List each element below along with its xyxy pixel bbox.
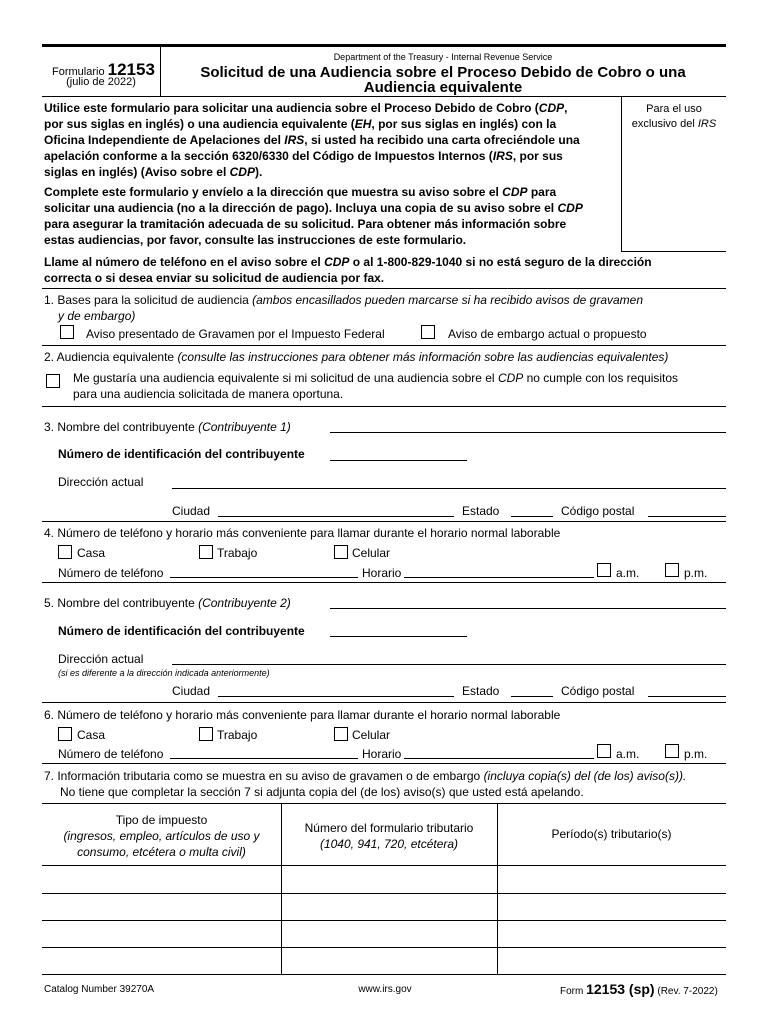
form-date: (julio de 2022) [66, 76, 136, 88]
top-rule [42, 44, 726, 47]
intro-paragraph-1: Utilice este formulario para solicitar una audiencia sobre el Proceso Debido de Cobro (CDP, por sus siglas en inglés) o una audiencia equivalente (EH, por sus siglas en inglés) con la Oficina Independiente de Apelaciones del IRS, si usted ha recibido una carta ofreciéndole una apelación conforme a la sección 6320/6330 del Código de Impuestos Internos (IRS, por sus siglas en inglés) (Aviso sobre el CDP). [44, 101, 580, 179]
levy-notice-label: Aviso de embargo actual o propuesto [448, 327, 647, 341]
taxpayer1-phone-field[interactable] [170, 577, 358, 578]
irs-use-box: Para el uso exclusivo del IRS [631, 103, 717, 130]
table-bottom-rule [42, 974, 726, 975]
form-label: Formulario 12153 [52, 60, 155, 79]
form-title-line2: Audiencia equivalente [363, 79, 523, 96]
taxpayer2-home-label: Casa [77, 728, 106, 742]
taxpayer1-pm-checkbox[interactable] [665, 563, 679, 577]
taxpayer2-city-field[interactable] [218, 696, 454, 697]
taxpayer2-work-label: Trabajo [217, 728, 258, 742]
rule-before-s4 [42, 521, 726, 522]
taxpayer1-home-label: Casa [77, 546, 106, 560]
taxpayer2-address-field[interactable] [172, 664, 726, 665]
taxpayer1-phone-label: Número de teléfono [58, 566, 164, 580]
taxpayer1-state-field[interactable] [511, 516, 553, 517]
lien-notice-label: Aviso presentado de Gravamen por el Impuesto Federal [86, 327, 385, 341]
rule-before-s1 [42, 288, 726, 289]
table-top-rule [42, 803, 726, 804]
form-number: 12153 [107, 60, 155, 79]
irs-box-bottom [621, 251, 726, 252]
call-instructions: Llame al número de teléfono en el aviso sobre el CDP o al 1-800-829-1040 si no está seguro de la dirección correcta o si desea enviar su solicitud de audiencia por fax. [44, 255, 652, 285]
section-4-label: 4. Número de teléfono y horario más conveniente para llamar durante el horario normal laborable [44, 526, 561, 540]
taxpayer2-cell-checkbox[interactable] [334, 727, 348, 741]
rule-before-s7 [42, 763, 726, 764]
header-bottom-rule [42, 96, 726, 97]
taxpayer2-work-checkbox[interactable] [199, 727, 213, 741]
section-5-label: 5. Nombre del contribuyente (Contribuyente 2) [44, 596, 291, 610]
taxpayer2-phone-field[interactable] [170, 758, 358, 759]
section-2-label: 2. Audiencia equivalente (consulte las instrucciones para obtener más información sobre las audiencias equivalentes) [44, 350, 669, 364]
taxpayer2-name-field[interactable] [330, 608, 726, 609]
section-3-label: 3. Nombre del contribuyente (Contribuyente 1) [44, 420, 291, 434]
catalog-number: Catalog Number 39270A [44, 984, 155, 995]
taxpayer1-work-label: Trabajo [217, 546, 258, 560]
taxpayer2-time-field[interactable] [404, 758, 594, 759]
taxpayer1-pm-label: p.m. [684, 566, 708, 580]
taxpayer2-pm-checkbox[interactable] [665, 744, 679, 758]
taxpayer2-address-label: Dirección actual [58, 652, 144, 666]
taxpayer1-city-field[interactable] [218, 516, 454, 517]
taxpayer1-zip-label: Código postal [561, 504, 635, 518]
section-6-label: 6. Número de teléfono y horario más conveniente para llamar durante el horario normal laborable [44, 708, 561, 722]
lien-notice-checkbox[interactable] [60, 325, 74, 339]
intro-paragraph-2: Complete este formulario y envíelo a la dirección que muestra su aviso sobre el CDP para solicitar una audiencia (no a la dirección de pago). Incluya una copia de su aviso sobre el CDP para asegurar la tramitación adecuada de su solicitud. Para obtener más información sobre estas audiencias, por favor, consulte las instrucciones de este formulario. [44, 185, 583, 247]
taxpayer1-am-label: a.m. [616, 566, 640, 580]
taxpayer1-cell-label: Celular [352, 546, 391, 560]
section-7-label: 7. Información tributaria como se muestra en su aviso de gravamen o de embargo (incluya copia(s) del (de los) aviso(s)). No tiene que completar la sección 7 si adjunta copia del (de los) aviso(s) que usted está apelando. [44, 769, 687, 799]
taxpayer1-cell-checkbox[interactable] [334, 545, 348, 559]
taxpayer1-state-label: Estado [462, 504, 500, 518]
taxpayer2-cell-label: Celular [352, 728, 391, 742]
taxpayer1-work-checkbox[interactable] [199, 545, 213, 559]
form-title-line1: Solicitud de una Audiencia sobre el Proceso Debido de Cobro o una [200, 64, 686, 81]
taxpayer2-am-label: a.m. [616, 747, 640, 761]
taxpayer2-tin-field[interactable] [330, 636, 467, 637]
taxpayer1-time-field[interactable] [404, 577, 594, 578]
levy-notice-checkbox[interactable] [421, 325, 435, 339]
rule-before-s6 [42, 702, 726, 703]
rule-before-s3 [42, 406, 726, 407]
taxpayer2-zip-field[interactable] [648, 696, 726, 697]
table-row-2-rule[interactable] [42, 920, 726, 921]
tax-form-number-header: Número del formulario tributario (1040, 941, 720, etcétera) [304, 821, 474, 851]
tax-periods-header: Período(s) tributario(s) [551, 827, 672, 841]
taxpayer1-tin-field[interactable] [330, 460, 467, 461]
department: Department of the Treasury - Internal Revenue Service [333, 52, 553, 62]
taxpayer1-name-field[interactable] [330, 432, 726, 433]
taxpayer2-address-note: (si es diferente a la dirección indicada anteriormente) [58, 668, 270, 678]
website: www.irs.gov [358, 984, 412, 995]
taxpayer2-zip-label: Código postal [561, 684, 635, 698]
footer-form-id: Form 12153 (sp) (Rev. 7-2022) [560, 981, 718, 997]
taxpayer2-tin-label: Número de identificación del contribuyente [58, 624, 305, 638]
tax-type-header: Tipo de impuesto (ingresos, empleo, artículos de uso y consumo, etcétera o multa civil) [63, 813, 260, 859]
taxpayer1-home-checkbox[interactable] [58, 545, 72, 559]
taxpayer1-time-label: Horario [362, 566, 402, 580]
taxpayer2-home-checkbox[interactable] [58, 727, 72, 741]
taxpayer1-address-label: Dirección actual [58, 475, 144, 489]
equivalent-hearing-checkbox[interactable] [46, 374, 60, 388]
taxpayer1-tin-label: Número de identificación del contribuyente [58, 447, 305, 461]
section-1-label: 1. Bases para la solicitud de audiencia (ambos encasillados pueden marcarse si ha recibido avisos de gravamen y de embargo) [44, 293, 644, 323]
taxpayer2-phone-label: Número de teléfono [58, 747, 164, 761]
taxpayer2-time-label: Horario [362, 747, 402, 761]
taxpayer2-state-field[interactable] [511, 696, 553, 697]
taxpayer2-pm-label: p.m. [684, 747, 708, 761]
taxpayer1-zip-field[interactable] [648, 516, 726, 517]
taxpayer2-city-label: Ciudad [172, 684, 211, 698]
table-header-rule [42, 865, 726, 866]
rule-before-s5 [42, 582, 726, 583]
taxpayer1-city-label: Ciudad [172, 504, 211, 518]
rule-before-s2 [42, 345, 726, 346]
equivalent-hearing-text: Me gustaría una audiencia equivalente si mi solicitud de una audiencia sobre el CDP no cumple con los requisitos para una audiencia solicitada de manera oportuna. [73, 371, 679, 401]
taxpayer2-state-label: Estado [462, 684, 500, 698]
taxpayer2-am-checkbox[interactable] [597, 744, 611, 758]
table-row-3-rule[interactable] [42, 947, 726, 948]
taxpayer1-am-checkbox[interactable] [597, 563, 611, 577]
taxpayer1-address-field[interactable] [172, 488, 726, 489]
table-row-1-rule[interactable] [42, 893, 726, 894]
